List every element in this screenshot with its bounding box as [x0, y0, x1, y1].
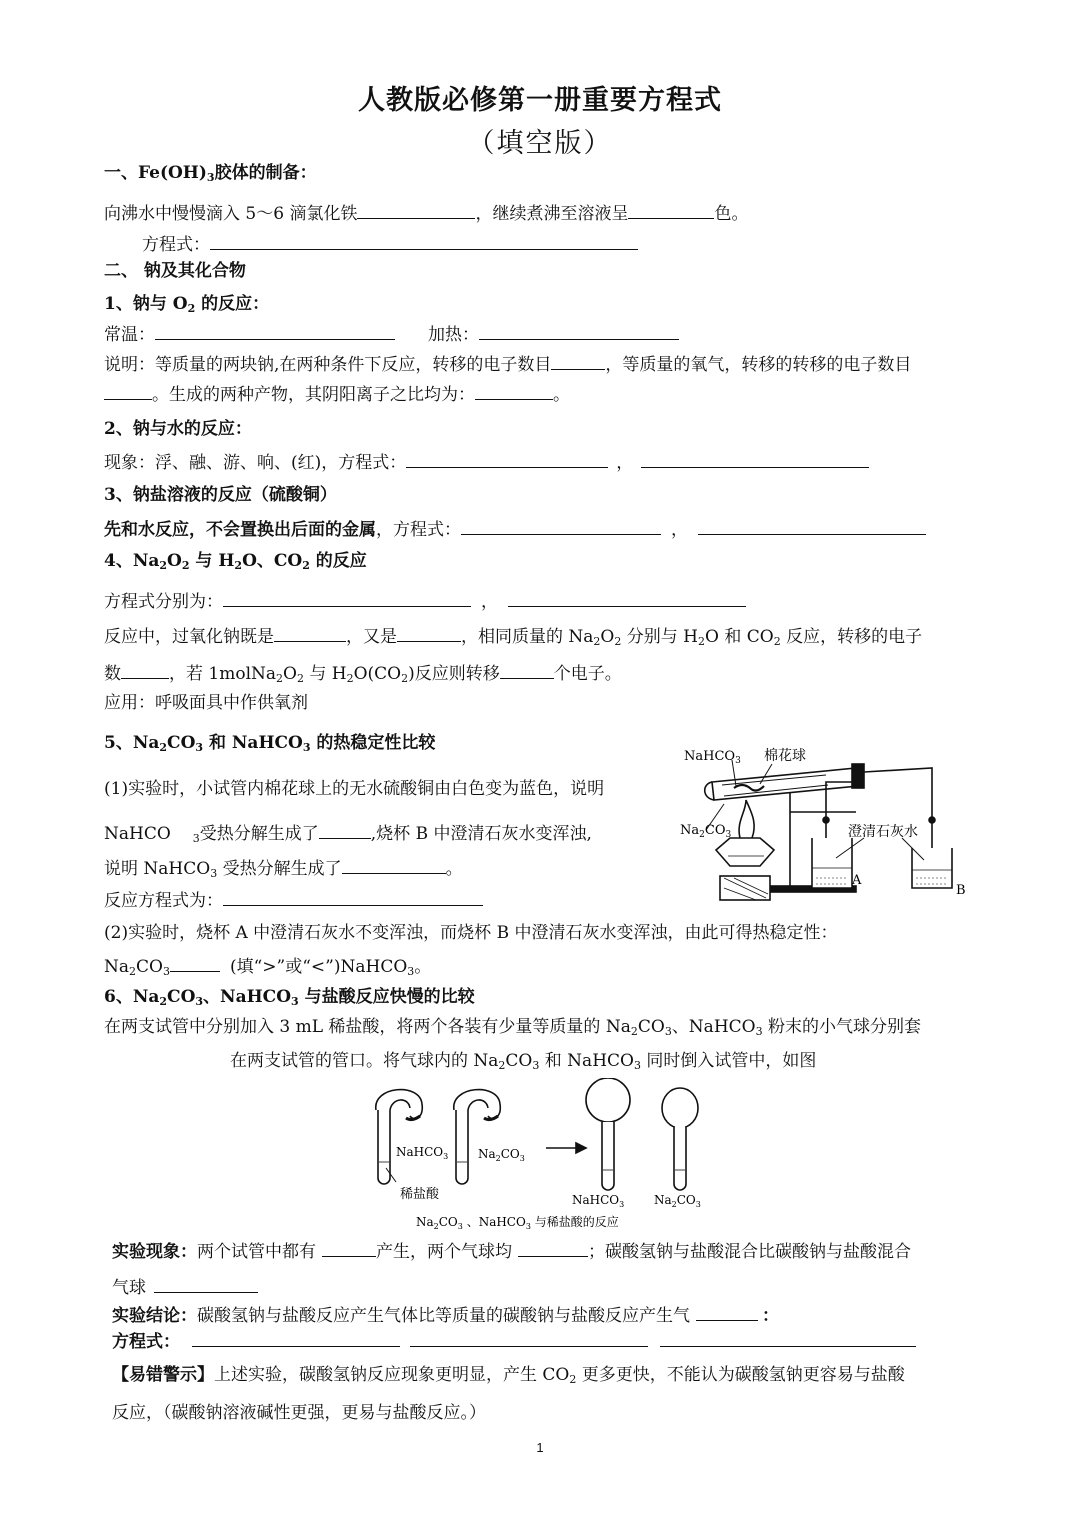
label-tube4-na2co3: $Na_2CO_3$	[654, 1193, 701, 1209]
q5-heading: 5、$Na_2CO_3$ 和 NaHCO$_3$ 的热稳定性比较	[104, 733, 436, 754]
figure-caption: $Na_2CO_3$ 、NaHCO$_3$ 与稀盐酸的反应	[416, 1215, 619, 1230]
blank[interactable]	[121, 660, 169, 679]
section1-heading: 一、$Fe(OH)_3$胶体的制备：	[104, 163, 317, 184]
label-nahco3: NaHCO$_3$	[684, 749, 741, 766]
q6-warning: 【易错警示】上述实验，碳酸氢钠反应现象更明显，产生 $CO_2$ 更多更快，不能认为碳酸氢钠更容易与盐酸	[112, 1365, 905, 1386]
q2-line: 现象：浮、融、游、响、(红)，方程式： ，	[104, 449, 869, 474]
q1-heading: 1、钠与 $O_2$ 的反应：	[104, 294, 270, 315]
stopper	[852, 764, 864, 788]
label-tube1-nahco3: NaHCO$_3$	[396, 1145, 449, 1161]
blank[interactable]	[406, 449, 608, 468]
q4-application: 应用：呼吸面具中作供氧剂	[104, 693, 308, 713]
q6-heading: 6、$Na_2CO_3$、NaHCO$_3$ 与盐酸反应快慢的比较	[104, 987, 475, 1008]
blank[interactable]	[500, 660, 554, 679]
blank[interactable]	[274, 623, 346, 642]
q6-equation: 方程式：	[112, 1328, 916, 1353]
blank[interactable]	[357, 200, 475, 219]
blank[interactable]	[319, 820, 371, 839]
q5-p3: 说明 NaHCO$_3$ 受热分解生成了 。	[104, 855, 463, 880]
q6-observation2: 气球	[112, 1274, 258, 1299]
blank[interactable]	[551, 351, 605, 370]
section2-heading: 二、 钠及其化合物	[104, 261, 246, 281]
page-title: 人教版必修第一册重要方程式	[358, 85, 722, 116]
q5-p1: (1)实验时，小试管内棉花球上的无水硫酸铜由白色变为蓝色，说明	[104, 779, 605, 799]
blank[interactable]	[192, 1328, 400, 1347]
q1-heat: 加热：	[428, 321, 679, 346]
test-tube-4	[674, 1126, 686, 1190]
test-tube-1	[378, 1110, 390, 1184]
q5-p2: NaHCO $_3$受热分解生成了 ,烧杯 B 中澄清石灰水变浑浊,	[104, 820, 592, 845]
blank[interactable]	[641, 449, 869, 468]
q4-line3: 数 ，若 $1molNa_2O_2$ 与 $H_2O(CO_2)$反应则转移 个电子。	[104, 660, 622, 685]
label-b: B	[956, 883, 966, 898]
q6-p2: 在两支试管的管口。将气球内的 $Na_2CO_3$ 和 NaHCO$_3$ 同时倒入试管中，如图	[230, 1051, 817, 1072]
q3-line: 先和水反应，不会置换出后面的金属，方程式： ，	[104, 516, 926, 541]
label-tube2-na2co3: $Na_2CO_3$	[478, 1147, 525, 1163]
blank[interactable]	[104, 381, 152, 400]
beaker-a	[812, 838, 852, 888]
q1-note: 说明：等质量的两块钠,在两种条件下反应，转移的电子数目 ，等质量的氧气，转移的转移的电子数目	[104, 351, 911, 376]
q6-conclusion: 实验结论：碳酸氢钠与盐酸反应产生气体比等质量的碳酸钠与盐酸反应产生气 ：	[112, 1302, 779, 1327]
thermal-stability-apparatus-figure	[676, 738, 976, 908]
q1-normal: 常温：	[104, 321, 395, 346]
blank[interactable]	[475, 381, 553, 400]
q5-p4: 反应方程式为：	[104, 887, 483, 912]
flame	[739, 800, 754, 838]
q4-line2: 反应中，过氧化钠既是 ，又是 ，相同质量的 $Na_2O_2$ 分别与 $H_2O$ 和 $CO_2$ 反应，转移的电子	[104, 623, 922, 648]
blank[interactable]	[223, 887, 483, 906]
q6-p1: 在两支试管中分别加入 3 mL 稀盐酸，将两个各装有少量等质量的 $Na_2CO_3$、NaHCO$_3$ 粉末的小气球分别套	[104, 1017, 921, 1038]
blank[interactable]	[461, 516, 661, 535]
balloon-3-inflated	[586, 1078, 630, 1122]
blank[interactable]	[479, 321, 679, 340]
q6-observation: 实验现象：两个试管中都有 产生，两个气球均 ；碳酸氢钠与盐酸混合比碳酸钠与盐酸混合	[112, 1238, 911, 1263]
blank[interactable]	[518, 1238, 588, 1257]
q3-heading: 3、钠盐溶液的反应（硫酸铜）	[104, 485, 337, 505]
section1-equation: 方程式：	[142, 231, 638, 256]
q4-heading: 4、$Na_2O_2$ 与 $H_2O$、$CO_2$ 的反应	[104, 551, 367, 572]
balloon-reaction-figure	[370, 1078, 720, 1230]
page-number: 1	[536, 1440, 544, 1455]
q4-line1: 方程式分别为： ，	[104, 588, 746, 613]
page-subtitle: （填空版）	[467, 128, 613, 159]
blank[interactable]	[397, 623, 461, 642]
blank[interactable]	[155, 321, 395, 340]
q6-warning2: 反应，（碳酸钠溶液碱性更强，更易与盐酸反应。）	[112, 1403, 486, 1423]
blank[interactable]	[210, 231, 638, 250]
blank[interactable]	[223, 588, 471, 607]
label-cotton: 棉花球	[764, 748, 806, 764]
blank[interactable]	[154, 1274, 258, 1293]
blank[interactable]	[696, 1302, 758, 1321]
label-tube3-nahco3: NaHCO$_3$	[572, 1193, 625, 1209]
test-tube-2	[456, 1110, 468, 1184]
label-limewater: 澄清石灰水	[848, 824, 918, 840]
label-acid: 稀盐酸	[400, 1187, 440, 1202]
blank[interactable]	[698, 516, 926, 535]
blank[interactable]	[322, 1238, 376, 1257]
balloon-4-inflated	[662, 1088, 698, 1128]
alcohol-lamp	[716, 838, 774, 866]
q1-note2: 。生成的两种产物，其阴阳离子之比均为： 。	[104, 381, 570, 406]
blank[interactable]	[410, 1328, 648, 1347]
delivery-tube-b	[864, 768, 932, 858]
blank[interactable]	[660, 1328, 916, 1347]
q5-p5: (2)实验时，烧杯 A 中澄清石灰水不变浑浊，而烧杯 B 中澄清石灰水变浑浊，由此可得热稳定性：	[104, 923, 838, 943]
section1-line1: 向沸水中慢慢滴入 5～6 滴氯化铁 ，继续煮沸至溶液呈 色。	[104, 200, 748, 225]
blank[interactable]	[342, 855, 446, 874]
test-tube-3	[602, 1122, 614, 1190]
label-a: A	[852, 873, 862, 888]
q2-heading: 2、钠与水的反应：	[104, 419, 252, 439]
q5-p6: $Na_2CO_3$ (填“>”或“<”)NaHCO$_3$。	[104, 953, 431, 978]
blank[interactable]	[628, 200, 714, 219]
blank[interactable]	[170, 953, 220, 972]
blank[interactable]	[508, 588, 746, 607]
label-na2co3: $Na_2CO_3$	[680, 823, 732, 840]
